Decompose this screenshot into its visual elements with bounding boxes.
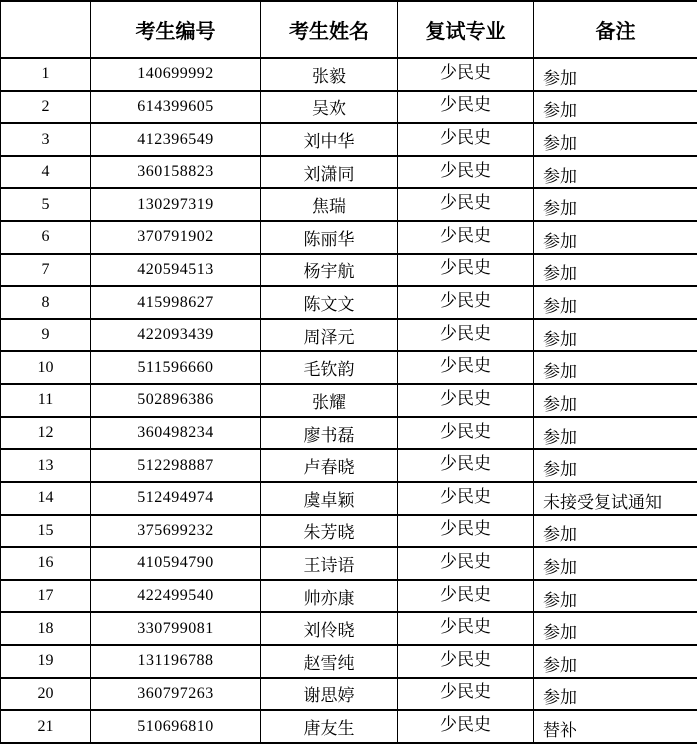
cell-name	[261, 286, 398, 319]
cell-name-text: 朱芳晓	[303, 523, 355, 543]
cell-major-text: 少民史	[440, 62, 491, 82]
cell-remark-text: 参加	[543, 590, 577, 610]
cell-major	[398, 449, 534, 482]
table-row	[1, 482, 697, 515]
cell-row-index	[1, 612, 91, 645]
cell-name	[261, 58, 398, 91]
cell-exam-number-text: 412396549	[137, 130, 214, 148]
cell-name-text: 张耀	[312, 392, 346, 412]
cell-name-text: 虞卓颖	[303, 490, 355, 510]
cell-remark	[534, 612, 697, 645]
cell-row-index	[1, 123, 91, 156]
header-cell-name: 考生姓名	[261, 1, 398, 58]
table-row	[1, 91, 697, 124]
cell-row-index-text: 15	[37, 521, 54, 539]
cell-row-index	[1, 547, 91, 580]
cell-remark-text: 参加	[543, 134, 577, 154]
cell-name	[261, 156, 398, 189]
cell-row-index-text: 2	[41, 97, 50, 115]
cell-exam-number	[91, 286, 261, 319]
cell-exam-number	[91, 547, 261, 580]
cell-remark	[534, 449, 697, 482]
cell-name-text: 焦瑞	[312, 197, 346, 217]
cell-major	[398, 123, 534, 156]
cell-major	[398, 91, 534, 124]
cell-remark	[534, 221, 697, 254]
cell-row-index	[1, 449, 91, 482]
cell-name	[261, 449, 398, 482]
cell-exam-number	[91, 351, 261, 384]
cell-name	[261, 580, 398, 613]
cell-remark	[534, 547, 697, 580]
cell-major-text: 少民史	[440, 356, 491, 376]
cell-name	[261, 319, 398, 352]
cell-remark-text: 参加	[543, 427, 577, 447]
cell-exam-number	[91, 221, 261, 254]
cell-exam-number	[91, 156, 261, 189]
cell-name	[261, 482, 398, 515]
cell-exam-number-text: 410594790	[137, 554, 214, 572]
table-body	[1, 58, 697, 743]
cell-name-text: 周泽元	[303, 327, 355, 347]
cell-name-text: 卢春晓	[303, 458, 355, 478]
cell-exam-number-text: 512494974	[137, 489, 214, 507]
cell-remark-text: 未接受复试通知	[543, 492, 662, 512]
cell-remark-text: 参加	[543, 199, 577, 219]
cell-name	[261, 351, 398, 384]
cell-major-text: 少民史	[440, 421, 491, 441]
cell-major-text: 少民史	[440, 291, 491, 311]
cell-name	[261, 123, 398, 156]
cell-major	[398, 710, 534, 743]
cell-remark-text: 参加	[543, 623, 577, 643]
cell-remark-text: 参加	[543, 329, 577, 349]
cell-remark-text: 参加	[543, 362, 577, 382]
cell-row-index-text: 6	[41, 228, 50, 246]
cell-major	[398, 221, 534, 254]
cell-row-index-text: 19	[37, 652, 54, 670]
cell-exam-number-text: 614399605	[137, 97, 214, 115]
cell-major-text: 少民史	[440, 258, 491, 278]
cell-major	[398, 254, 534, 287]
cell-remark-text: 参加	[543, 264, 577, 284]
cell-remark	[534, 515, 697, 548]
cell-row-index-text: 3	[41, 130, 50, 148]
cell-major-text: 少民史	[440, 95, 491, 115]
cell-major-text: 少民史	[440, 519, 491, 539]
cell-name-text: 张毅	[312, 66, 346, 86]
cell-major-text: 少民史	[440, 160, 491, 180]
cell-row-index	[1, 351, 91, 384]
cell-row-index-text: 16	[37, 554, 54, 572]
cell-row-index-text: 10	[37, 358, 54, 376]
cell-remark	[534, 286, 697, 319]
cell-name	[261, 254, 398, 287]
cell-exam-number	[91, 123, 261, 156]
table-row	[1, 156, 697, 189]
table-row	[1, 678, 697, 711]
cell-major-text: 少民史	[440, 323, 491, 343]
cell-exam-number-text: 415998627	[137, 293, 214, 311]
cell-exam-number-text: 422499540	[137, 587, 214, 605]
cell-major-text: 少民史	[440, 388, 491, 408]
cell-exam-number-text: 360498234	[137, 424, 214, 441]
cell-major	[398, 612, 534, 645]
cell-row-index	[1, 254, 91, 287]
table-row	[1, 286, 697, 319]
cell-remark	[534, 580, 697, 613]
cell-row-index-text: 21	[37, 717, 54, 735]
header-cell-remark: 备注	[534, 1, 697, 58]
cell-name-text: 刘潇同	[303, 164, 355, 184]
cell-remark	[534, 417, 697, 450]
cell-row-index-text: 18	[37, 619, 54, 637]
cell-major	[398, 351, 534, 384]
cell-row-index	[1, 580, 91, 613]
cell-name	[261, 547, 398, 580]
cell-major-text: 少民史	[440, 715, 491, 735]
cell-major	[398, 678, 534, 711]
cell-name-text: 赵雪纯	[303, 653, 355, 673]
cell-row-index	[1, 58, 91, 91]
cell-remark	[534, 710, 697, 743]
cell-exam-number-text: 375699232	[137, 521, 214, 539]
cell-remark	[534, 188, 697, 221]
cell-remark	[534, 91, 697, 124]
cell-major	[398, 188, 534, 221]
cell-row-index-text: 17	[37, 587, 54, 605]
cell-remark-text: 参加	[543, 557, 577, 577]
cell-remark	[534, 123, 697, 156]
cell-name	[261, 417, 398, 450]
cell-name	[261, 710, 398, 743]
cell-remark-text: 参加	[543, 394, 577, 414]
cell-exam-number-text: 130297319	[137, 195, 214, 213]
cell-major	[398, 156, 534, 189]
cell-row-index	[1, 482, 91, 515]
table-row	[1, 221, 697, 254]
cell-major-text: 少民史	[440, 584, 491, 604]
cell-exam-number-text: 422093439	[137, 326, 214, 344]
table-row	[1, 710, 697, 743]
cell-exam-number-text: 330799081	[137, 619, 214, 637]
cell-major	[398, 417, 534, 450]
cell-major-text: 少民史	[440, 551, 491, 571]
cell-remark-text: 参加	[543, 525, 577, 545]
cell-row-index-text: 14	[37, 489, 54, 507]
header-row	[1, 1, 697, 58]
cell-exam-number	[91, 384, 261, 417]
cell-name	[261, 384, 398, 417]
cell-remark-text: 参加	[543, 688, 577, 708]
cell-row-index-text: 1	[41, 65, 50, 83]
cell-row-index-text: 9	[41, 326, 50, 344]
table-row	[1, 319, 697, 352]
cell-row-index	[1, 319, 91, 352]
cell-name-text: 廖书磊	[303, 425, 355, 445]
table-row	[1, 449, 697, 482]
table-row	[1, 547, 697, 580]
cell-row-index	[1, 710, 91, 743]
cell-exam-number	[91, 678, 261, 711]
cell-exam-number-text: 511596660	[137, 358, 214, 376]
cell-name-text: 王诗语	[303, 555, 355, 575]
cell-name-text: 杨宇航	[303, 262, 355, 282]
cell-remark-text: 参加	[543, 231, 577, 251]
cell-remark-text: 参加	[543, 297, 577, 317]
cell-exam-number	[91, 319, 261, 352]
cell-row-index	[1, 645, 91, 678]
table-row	[1, 645, 697, 678]
cell-exam-number	[91, 254, 261, 287]
cell-exam-number	[91, 515, 261, 548]
cell-name-text: 刘中华	[303, 132, 355, 152]
cell-name-text: 刘伶晓	[303, 621, 355, 641]
cell-row-index-text: 20	[37, 684, 54, 702]
cell-name-text: 毛钦韵	[303, 360, 355, 380]
cell-name	[261, 91, 398, 124]
cell-remark	[534, 482, 697, 515]
cell-major-text: 少民史	[440, 225, 491, 245]
cell-row-index	[1, 221, 91, 254]
cell-name	[261, 221, 398, 254]
cell-remark-text: 参加	[543, 68, 577, 88]
cell-row-index	[1, 417, 91, 450]
header-cell-index	[1, 1, 91, 58]
cell-exam-number	[91, 91, 261, 124]
cell-major	[398, 580, 534, 613]
cell-name	[261, 612, 398, 645]
cell-name-text: 陈文文	[303, 295, 355, 315]
cell-exam-number	[91, 188, 261, 221]
cell-major	[398, 319, 534, 352]
cell-remark-text: 参加	[543, 101, 577, 121]
cell-exam-number-text: 360158823	[137, 163, 214, 181]
cell-exam-number	[91, 449, 261, 482]
cell-major-text: 少民史	[440, 486, 491, 506]
table-row	[1, 384, 697, 417]
cell-row-index	[1, 286, 91, 319]
cell-remark	[534, 384, 697, 417]
cell-row-index	[1, 515, 91, 548]
cell-major-text: 少民史	[440, 128, 491, 148]
cell-major-text: 少民史	[440, 617, 491, 637]
cell-name-text: 吴欢	[312, 99, 346, 119]
cell-remark-text: 参加	[543, 166, 577, 186]
cell-exam-number	[91, 58, 261, 91]
cell-exam-number	[91, 580, 261, 613]
table-row	[1, 417, 697, 450]
cell-exam-number-text: 510696810	[137, 717, 214, 735]
cell-exam-number-text: 370791902	[137, 228, 214, 246]
cell-row-index-text: 13	[37, 456, 54, 474]
cell-remark	[534, 319, 697, 352]
cell-row-index	[1, 384, 91, 417]
cell-row-index-text: 12	[37, 424, 54, 441]
cell-major	[398, 286, 534, 319]
cell-exam-number	[91, 710, 261, 743]
cell-row-index-text: 7	[41, 260, 50, 278]
table-row	[1, 123, 697, 156]
table-row	[1, 580, 697, 613]
cell-name	[261, 645, 398, 678]
cell-row-index	[1, 91, 91, 124]
cell-remark-text: 参加	[543, 655, 577, 675]
cell-row-index	[1, 678, 91, 711]
cell-major	[398, 58, 534, 91]
cell-remark	[534, 156, 697, 189]
cell-row-index	[1, 188, 91, 221]
cell-name-text: 谢思婷	[303, 686, 355, 706]
cell-exam-number-text: 360797263	[137, 684, 214, 702]
table-row	[1, 612, 697, 645]
cell-exam-number-text: 420594513	[137, 260, 214, 278]
cell-name-text: 帅亦康	[303, 588, 355, 608]
cell-remark	[534, 645, 697, 678]
cell-major	[398, 384, 534, 417]
cell-remark	[534, 351, 697, 384]
cell-remark	[534, 254, 697, 287]
cell-exam-number	[91, 645, 261, 678]
cell-exam-number-text: 502896386	[137, 391, 214, 409]
cell-major	[398, 645, 534, 678]
cell-exam-number-text: 131196788	[137, 652, 214, 670]
cell-name	[261, 188, 398, 221]
table-row	[1, 254, 697, 287]
cell-major-text: 少民史	[440, 649, 491, 669]
cell-major-text: 少民史	[440, 454, 491, 474]
cell-remark	[534, 678, 697, 711]
cell-row-index-text: 8	[41, 293, 50, 311]
cell-name	[261, 678, 398, 711]
cell-name-text: 唐友生	[303, 719, 355, 739]
table-row	[1, 188, 697, 221]
cell-row-index-text: 4	[41, 163, 50, 181]
cell-major	[398, 547, 534, 580]
header-cell-major: 复试专业	[398, 1, 534, 58]
cell-row-index-text: 5	[41, 195, 50, 213]
cell-row-index	[1, 156, 91, 189]
cell-row-index-text: 11	[37, 391, 54, 409]
header-cell-exam-number: 考生编号	[91, 1, 261, 58]
cell-major	[398, 482, 534, 515]
cell-name	[261, 515, 398, 548]
cell-remark	[534, 58, 697, 91]
cell-exam-number	[91, 612, 261, 645]
table-row	[1, 58, 697, 91]
cell-exam-number	[91, 417, 261, 450]
cell-name-text: 陈丽华	[303, 229, 355, 249]
cell-major	[398, 515, 534, 548]
cell-exam-number-text: 140699992	[137, 65, 214, 83]
cell-major-text: 少民史	[440, 193, 491, 213]
table-row	[1, 351, 697, 384]
cell-exam-number	[91, 482, 261, 515]
cell-remark-text: 替补	[543, 721, 577, 741]
cell-exam-number-text: 512298887	[137, 456, 214, 474]
cell-major-text: 少民史	[440, 682, 491, 702]
cell-remark-text: 参加	[543, 460, 577, 480]
table-row	[1, 515, 697, 548]
